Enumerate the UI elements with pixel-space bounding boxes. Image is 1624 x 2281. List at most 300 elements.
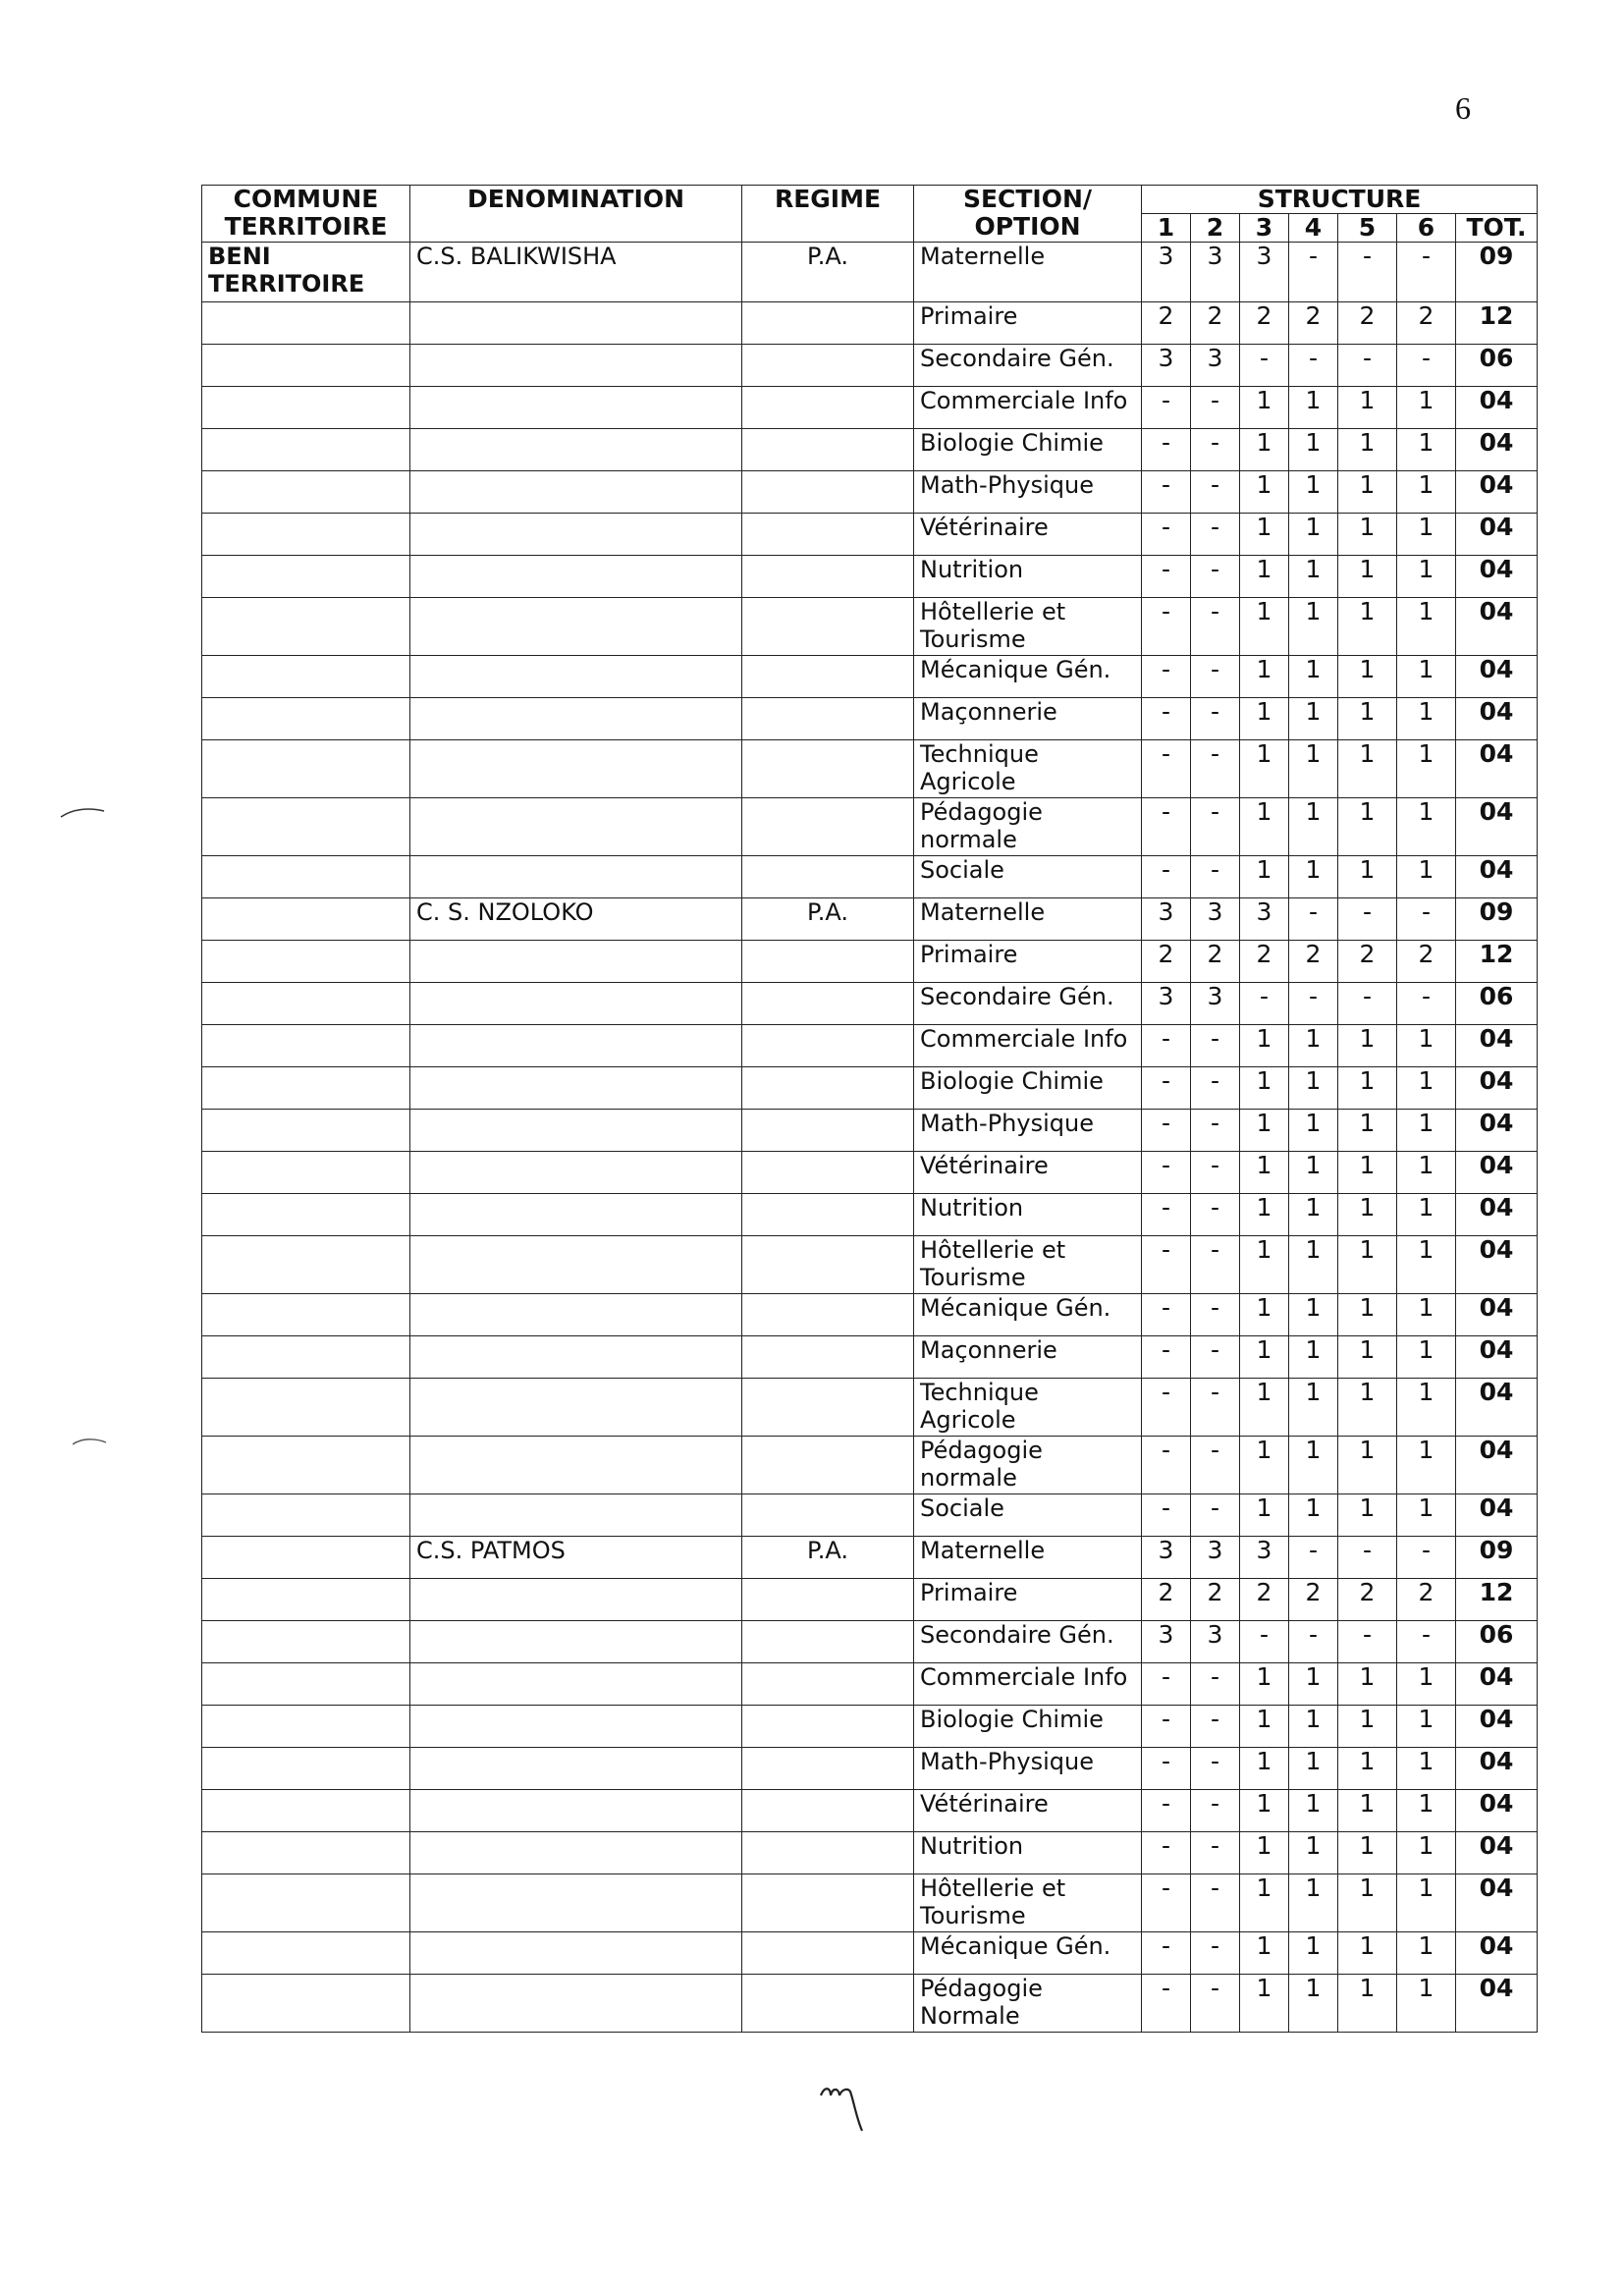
structure-3-cell: 1 [1240,1975,1289,2033]
structure-4-cell: 1 [1289,1437,1338,1494]
section-cell: Commerciale Info [914,1663,1142,1706]
structure-6-cell: 1 [1397,856,1456,898]
structure-1-cell: - [1142,598,1191,656]
denomination-cell [410,1494,742,1537]
section-cell: Maçonnerie [914,1336,1142,1379]
regime-cell [742,1379,914,1437]
total-cell: 09 [1456,1537,1538,1579]
commune-cell [202,598,410,656]
section-cell: Mécanique Gén. [914,656,1142,698]
total-cell: 12 [1456,302,1538,345]
structure-5-cell: 2 [1338,1579,1397,1621]
structure-1-cell: - [1142,429,1191,471]
denomination-cell: C.S. BALIKWISHA [410,243,742,302]
denomination-cell [410,656,742,698]
structure-5-cell: 1 [1338,598,1397,656]
structure-3-cell: 2 [1240,1579,1289,1621]
commune-cell [202,471,410,514]
structure-4-cell: 1 [1289,1790,1338,1832]
table-row [202,243,1538,302]
page-number: 6 [1455,90,1471,126]
structure-4-cell: - [1289,983,1338,1025]
regime-cell [742,1494,914,1537]
commune-cell [202,1110,410,1152]
structure-4-cell: 1 [1289,1494,1338,1537]
structure-2-cell: - [1191,387,1240,429]
structure-4-cell: 1 [1289,1832,1338,1874]
structure-1-cell: 2 [1142,302,1191,345]
commune-cell [202,1537,410,1579]
structure-2-cell: - [1191,1194,1240,1236]
denomination-cell [410,1663,742,1706]
structure-4-cell: 1 [1289,556,1338,598]
total-cell: 04 [1456,387,1538,429]
structure-5-cell: 1 [1338,856,1397,898]
total-cell: 04 [1456,1748,1538,1790]
header-col-5: 5 [1338,214,1397,243]
section-cell: Technique Agricole [914,740,1142,798]
table-row [202,1790,1538,1832]
structure-6-cell: 1 [1397,1067,1456,1110]
structure-2-cell: - [1191,1663,1240,1706]
regime-cell [742,302,914,345]
header-regime: REGIME [742,186,914,243]
structure-3-cell: 3 [1240,898,1289,941]
total-cell: 04 [1456,1494,1538,1537]
structure-1-cell: - [1142,1236,1191,1294]
table-row [202,698,1538,740]
commune-cell [202,1748,410,1790]
structure-1-cell: - [1142,1748,1191,1790]
structure-2-cell: - [1191,1025,1240,1067]
commune-cell [202,1975,410,2033]
regime-cell [742,1294,914,1336]
margin-mark [59,805,108,821]
denomination-cell [410,1748,742,1790]
structure-5-cell: 1 [1338,1379,1397,1437]
denomination-cell [410,1025,742,1067]
section-cell: Maternelle [914,243,1142,302]
structure-4-cell: 1 [1289,1874,1338,1932]
total-cell: 04 [1456,1194,1538,1236]
table-row [202,740,1538,798]
structure-3-cell: 1 [1240,471,1289,514]
structure-1-cell: - [1142,1110,1191,1152]
structure-5-cell: 1 [1338,1874,1397,1932]
total-cell: 04 [1456,1067,1538,1110]
structure-6-cell: 1 [1397,1790,1456,1832]
structure-2-cell: - [1191,1706,1240,1748]
total-cell: 04 [1456,1706,1538,1748]
table-row [202,798,1538,856]
structure-1-cell: - [1142,1067,1191,1110]
denomination-cell [410,1336,742,1379]
structure-3-cell: 1 [1240,1874,1289,1932]
section-cell: Primaire [914,941,1142,983]
structure-6-cell: 1 [1397,1748,1456,1790]
structure-4-cell: 1 [1289,387,1338,429]
header-col-1: 1 [1142,214,1191,243]
structure-3-cell: 1 [1240,1790,1289,1832]
regime-cell: P.A. [742,243,914,302]
structure-6-cell: 1 [1397,1874,1456,1932]
total-cell: 06 [1456,1621,1538,1663]
section-cell: Nutrition [914,556,1142,598]
total-cell: 04 [1456,1874,1538,1932]
commune-cell [202,556,410,598]
structure-6-cell: 2 [1397,941,1456,983]
denomination-cell [410,1932,742,1975]
total-cell: 04 [1456,471,1538,514]
structure-3-cell: 1 [1240,556,1289,598]
commune-cell [202,898,410,941]
structure-6-cell: 1 [1397,1706,1456,1748]
commune-cell [202,1790,410,1832]
structure-2-cell: - [1191,556,1240,598]
structure-5-cell: 1 [1338,387,1397,429]
structure-4-cell: 1 [1289,1336,1338,1379]
structure-5-cell: 2 [1338,941,1397,983]
total-cell: 04 [1456,429,1538,471]
total-cell: 12 [1456,1579,1538,1621]
total-cell: 09 [1456,243,1538,302]
commune-cell [202,1294,410,1336]
table-row [202,1494,1538,1537]
structure-5-cell: 1 [1338,798,1397,856]
commune-cell [202,1832,410,1874]
structure-3-cell: 1 [1240,1025,1289,1067]
regime-cell [742,1706,914,1748]
structure-2-cell: - [1191,1494,1240,1537]
structure-4-cell: 1 [1289,1067,1338,1110]
structure-1-cell: 3 [1142,1537,1191,1579]
table-row [202,656,1538,698]
structure-5-cell: - [1338,1537,1397,1579]
regime-cell [742,1579,914,1621]
structure-4-cell: 1 [1289,1975,1338,2033]
table-row [202,1194,1538,1236]
commune-cell [202,429,410,471]
structure-4-cell: 1 [1289,471,1338,514]
structure-6-cell: 1 [1397,556,1456,598]
section-cell: Commerciale Info [914,387,1142,429]
structure-3-cell: 1 [1240,740,1289,798]
structure-1-cell: - [1142,856,1191,898]
structure-1-cell: - [1142,656,1191,698]
structure-2-cell: - [1191,514,1240,556]
total-cell: 04 [1456,1152,1538,1194]
total-cell: 04 [1456,798,1538,856]
table-row [202,1067,1538,1110]
denomination-cell [410,1579,742,1621]
structure-3-cell: 1 [1240,1067,1289,1110]
regime-cell: P.A. [742,1537,914,1579]
table-row [202,387,1538,429]
regime-cell [742,345,914,387]
structure-4-cell: 1 [1289,1932,1338,1975]
section-cell: Nutrition [914,1832,1142,1874]
denomination-cell [410,941,742,983]
structure-6-cell: 1 [1397,1663,1456,1706]
structure-3-cell: 3 [1240,243,1289,302]
structure-3-cell: 1 [1240,1663,1289,1706]
structure-4-cell: 1 [1289,856,1338,898]
header-col-6: 6 [1397,214,1456,243]
total-cell: 04 [1456,1975,1538,2033]
structure-2-cell: - [1191,1152,1240,1194]
structure-5-cell: 1 [1338,1790,1397,1832]
denomination-cell: C. S. NZOLOKO [410,898,742,941]
section-cell: Secondaire Gén. [914,983,1142,1025]
structure-5-cell: 1 [1338,1236,1397,1294]
table-body [202,243,1538,2033]
structure-2-cell: - [1191,1437,1240,1494]
structure-3-cell: 1 [1240,856,1289,898]
commune-cell [202,387,410,429]
structure-1-cell: - [1142,1152,1191,1194]
structure-4-cell: 1 [1289,1152,1338,1194]
structure-6-cell: 1 [1397,514,1456,556]
regime-cell [742,1621,914,1663]
structure-4-cell: - [1289,345,1338,387]
total-cell: 06 [1456,345,1538,387]
commune-cell [202,345,410,387]
signature-mark [815,2082,874,2141]
regime-cell [742,1067,914,1110]
structure-2-cell: - [1191,1294,1240,1336]
structure-2-cell: - [1191,1110,1240,1152]
structure-4-cell: - [1289,1621,1338,1663]
section-cell: Biologie Chimie [914,1706,1142,1748]
table-row [202,1874,1538,1932]
structure-1-cell: - [1142,1874,1191,1932]
table-row [202,1294,1538,1336]
denomination-cell [410,856,742,898]
regime-cell [742,1025,914,1067]
structure-3-cell: 1 [1240,798,1289,856]
denomination-cell [410,798,742,856]
structure-5-cell: 1 [1338,1437,1397,1494]
commune-cell [202,1874,410,1932]
commune-cell [202,302,410,345]
structure-4-cell: 1 [1289,1194,1338,1236]
structure-6-cell: 1 [1397,740,1456,798]
regime-cell [742,1236,914,1294]
structure-2-cell: - [1191,1874,1240,1932]
denomination-cell [410,983,742,1025]
section-cell: Primaire [914,1579,1142,1621]
structure-1-cell: - [1142,1025,1191,1067]
total-cell: 04 [1456,1025,1538,1067]
margin-mark [71,1436,110,1447]
commune-cell: BENI TERRITOIRE [202,243,410,302]
structure-1-cell: 3 [1142,898,1191,941]
structure-1-cell: 2 [1142,1579,1191,1621]
structure-1-cell: - [1142,740,1191,798]
structure-2-cell: 2 [1191,302,1240,345]
regime-cell [742,856,914,898]
structure-2-cell: 3 [1191,898,1240,941]
regime-cell [742,1152,914,1194]
table-row [202,1537,1538,1579]
structure-3-cell: 1 [1240,656,1289,698]
structure-4-cell: - [1289,243,1338,302]
structure-4-cell: 1 [1289,514,1338,556]
structure-4-cell: 1 [1289,698,1338,740]
header-section: SECTION/ OPTION [914,186,1142,243]
structure-4-cell: - [1289,898,1338,941]
section-cell: Math-Physique [914,1110,1142,1152]
structure-2-cell: - [1191,1932,1240,1975]
section-cell: Math-Physique [914,1748,1142,1790]
table-row [202,598,1538,656]
structure-5-cell: 1 [1338,1110,1397,1152]
denomination-cell [410,1067,742,1110]
structure-1-cell: 3 [1142,1621,1191,1663]
section-cell: Commerciale Info [914,1025,1142,1067]
total-cell: 04 [1456,856,1538,898]
section-cell: Technique Agricole [914,1379,1142,1437]
section-cell: Pédagogie normale [914,1437,1142,1494]
structure-5-cell: 1 [1338,740,1397,798]
structure-4-cell: 2 [1289,302,1338,345]
structure-5-cell: 1 [1338,471,1397,514]
table-row [202,514,1538,556]
structure-1-cell: - [1142,471,1191,514]
commune-cell [202,856,410,898]
structure-5-cell: - [1338,345,1397,387]
denomination-cell [410,1152,742,1194]
section-cell: Hôtellerie et Tourisme [914,1874,1142,1932]
structure-4-cell: 1 [1289,656,1338,698]
commune-cell [202,1437,410,1494]
structure-1-cell: - [1142,1336,1191,1379]
total-cell: 04 [1456,598,1538,656]
structure-5-cell: 1 [1338,1494,1397,1537]
section-cell: Vétérinaire [914,1152,1142,1194]
header-denomination: DENOMINATION [410,186,742,243]
section-cell: Vétérinaire [914,1790,1142,1832]
structure-6-cell: 1 [1397,1194,1456,1236]
section-cell: Math-Physique [914,471,1142,514]
structure-2-cell: - [1191,1379,1240,1437]
structure-5-cell: 1 [1338,1932,1397,1975]
structure-1-cell: - [1142,1294,1191,1336]
table-row [202,1932,1538,1975]
table-row [202,856,1538,898]
denomination-cell [410,429,742,471]
table-row [202,1236,1538,1294]
structure-6-cell: 1 [1397,1437,1456,1494]
structure-5-cell: - [1338,983,1397,1025]
header-structure: STRUCTURE [1142,186,1538,214]
structure-6-cell: - [1397,898,1456,941]
section-cell: Secondaire Gén. [914,1621,1142,1663]
regime-cell [742,1194,914,1236]
structure-4-cell: 1 [1289,1379,1338,1437]
structure-2-cell: 3 [1191,983,1240,1025]
total-cell: 04 [1456,1790,1538,1832]
structure-2-cell: - [1191,798,1240,856]
header-col-4: 4 [1289,214,1338,243]
table-row [202,1663,1538,1706]
structure-6-cell: - [1397,345,1456,387]
total-cell: 04 [1456,1832,1538,1874]
structure-1-cell: - [1142,1790,1191,1832]
structure-4-cell: 1 [1289,598,1338,656]
structure-5-cell: - [1338,243,1397,302]
structure-6-cell: 1 [1397,1494,1456,1537]
structure-6-cell: 1 [1397,656,1456,698]
structure-6-cell: 1 [1397,698,1456,740]
table-row [202,983,1538,1025]
section-cell: Nutrition [914,1194,1142,1236]
structure-6-cell: - [1397,983,1456,1025]
structure-3-cell: 1 [1240,1748,1289,1790]
structure-3-cell: 1 [1240,1932,1289,1975]
commune-cell [202,1379,410,1437]
total-cell: 09 [1456,898,1538,941]
structure-3-cell: 1 [1240,1706,1289,1748]
structure-2-cell: - [1191,1748,1240,1790]
structure-5-cell: 1 [1338,1975,1397,2033]
regime-cell [742,429,914,471]
structure-2-cell: 2 [1191,941,1240,983]
denomination-cell [410,740,742,798]
structure-1-cell: - [1142,514,1191,556]
regime-cell [742,387,914,429]
structure-5-cell: 1 [1338,556,1397,598]
structure-2-cell: 3 [1191,1621,1240,1663]
table-row [202,941,1538,983]
table-row [202,556,1538,598]
total-cell: 04 [1456,1110,1538,1152]
structure-4-cell: 1 [1289,1294,1338,1336]
structure-5-cell: 1 [1338,429,1397,471]
commune-cell [202,656,410,698]
table-row [202,1748,1538,1790]
structure-6-cell: 2 [1397,302,1456,345]
structure-6-cell: 1 [1397,1336,1456,1379]
total-cell: 04 [1456,1294,1538,1336]
regime-cell [742,798,914,856]
structure-4-cell: 1 [1289,1748,1338,1790]
structure-6-cell: 1 [1397,1152,1456,1194]
structure-6-cell: 1 [1397,1025,1456,1067]
structure-3-cell: 1 [1240,598,1289,656]
section-cell: Biologie Chimie [914,1067,1142,1110]
commune-cell [202,1579,410,1621]
header-commune: COMMUNE TERRITOIRE [202,186,410,243]
structure-2-cell: - [1191,698,1240,740]
table-row [202,471,1538,514]
structure-6-cell: 1 [1397,471,1456,514]
commune-cell [202,798,410,856]
structure-2-cell: 2 [1191,1579,1240,1621]
table-row [202,1025,1538,1067]
regime-cell [742,1874,914,1932]
structure-1-cell: - [1142,1832,1191,1874]
section-cell: Pédagogie Normale [914,1975,1142,2033]
denomination-cell [410,598,742,656]
structure-1-cell: 3 [1142,345,1191,387]
structure-5-cell: 1 [1338,514,1397,556]
denomination-cell [410,1874,742,1932]
structure-6-cell: - [1397,243,1456,302]
denomination-cell [410,1194,742,1236]
structure-2-cell: 3 [1191,1537,1240,1579]
structure-2-cell: - [1191,1336,1240,1379]
